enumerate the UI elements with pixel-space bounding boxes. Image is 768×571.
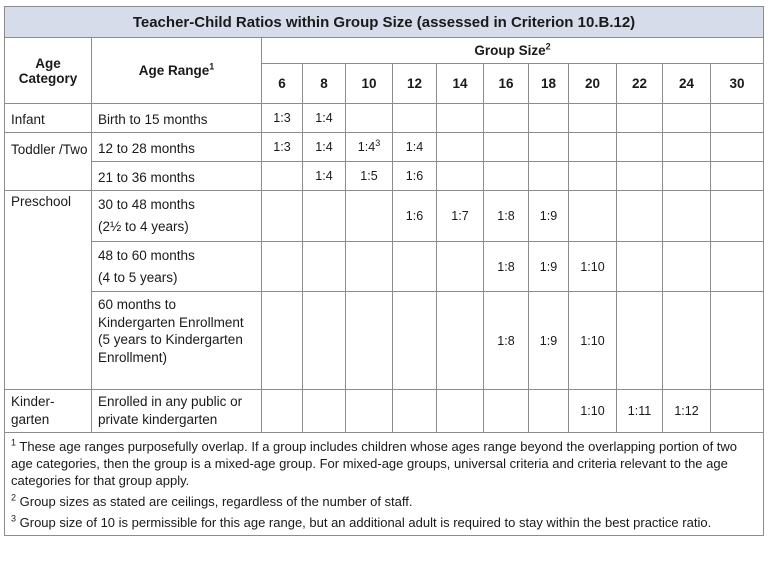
header-age-category: Age Category — [5, 38, 92, 104]
table-row — [5, 133, 764, 162]
age-range: 21 to 36 months — [92, 162, 262, 191]
footnote-2: $^2$ Group sizes as stated are ceilings, regardless of the number of staff. — [11, 492, 413, 509]
size-header: 22 — [617, 64, 663, 104]
age-range: 48 to 60 months (4 to 5 years) — [92, 242, 262, 292]
table-row — [5, 191, 764, 242]
size-header: 8 — [303, 64, 346, 104]
category-infant: Infant — [5, 104, 92, 133]
age-range: Enrolled in any public or private kindergarten — [92, 390, 262, 433]
ratio-cell: 1:10 — [569, 292, 617, 390]
category-preschool: Preschool — [5, 191, 92, 390]
size-header: 30 — [711, 64, 764, 104]
ratio-cell: 1:3 — [262, 133, 303, 162]
age-range: 12 to 28 months — [92, 133, 262, 162]
ratio-cell: 1:9 — [529, 292, 569, 390]
footnotes — [5, 433, 764, 536]
ratio-cell: 1:6 — [393, 191, 437, 242]
size-header: 20 — [569, 64, 617, 104]
ratio-cell: 1:10 — [569, 390, 617, 433]
table-row — [5, 242, 764, 292]
ratio-cell: 1:8 — [484, 191, 529, 242]
ratio-cell: 1:9 — [529, 242, 569, 292]
size-header: 18 — [529, 64, 569, 104]
age-range: 30 to 48 months (2½ to 4 years) — [92, 191, 262, 242]
ratio-cell: 1:8 — [484, 242, 529, 292]
footnote-1: $^1$ These age ranges purposefully overlap. If a group includes children whose ages range beyond the overlapping portion of two age categories, then the group is a mixed-age group. For mixed-age groups, universal criteria and criteria relevant to the age categories for that group apply. — [11, 437, 738, 488]
ratio-cell: 1:9 — [529, 191, 569, 242]
ratio-cell: 1:6 — [393, 162, 437, 191]
ratio-cell: 1:11 — [617, 390, 663, 433]
table-row — [5, 162, 764, 191]
ratio-cell: 1:4 — [303, 133, 346, 162]
ratio-cell: 1:3 — [262, 104, 303, 133]
ratio-cell: $1:4^3$ — [346, 133, 393, 162]
category-toddler: Toddler /Two — [5, 133, 92, 191]
table-row — [5, 104, 764, 133]
size-header: 24 — [663, 64, 711, 104]
category-kindergarten: Kinder-garten — [5, 390, 92, 433]
ratio-table — [4, 6, 764, 536]
ratio-cell: 1:8 — [484, 292, 529, 390]
table-title: Teacher-Child Ratios within Group Size (assessed in Criterion 10.B.12) — [5, 7, 764, 38]
ratio-cell: 1:10 — [569, 242, 617, 292]
header-group-size: Group Size$^2$ — [262, 38, 764, 64]
age-range: Birth to 15 months — [92, 104, 262, 133]
ratio-cell: 1:7 — [437, 191, 484, 242]
size-header: 14 — [437, 64, 484, 104]
header-age-range: Age Range$^1$ — [92, 38, 262, 104]
size-header: 10 — [346, 64, 393, 104]
size-header: 12 — [393, 64, 437, 104]
ratio-cell: 1:12 — [663, 390, 711, 433]
footnote-3: $^3$ Group size of 10 is permissible for this age range, but an additional adult is required to stay within the best practice ratio. — [11, 513, 712, 530]
ratio-cell: 1:4 — [303, 104, 346, 133]
ratio-cell: 1:4 — [303, 162, 346, 191]
size-header: 16 — [484, 64, 529, 104]
ratio-cell: 1:5 — [346, 162, 393, 191]
size-header: 6 — [262, 64, 303, 104]
table-row — [5, 390, 764, 433]
age-range: 60 months to Kindergarten Enrollment (5 years to Kindergarten Enrollment) — [92, 292, 262, 390]
table-row — [5, 292, 764, 390]
ratio-cell: 1:4 — [393, 133, 437, 162]
